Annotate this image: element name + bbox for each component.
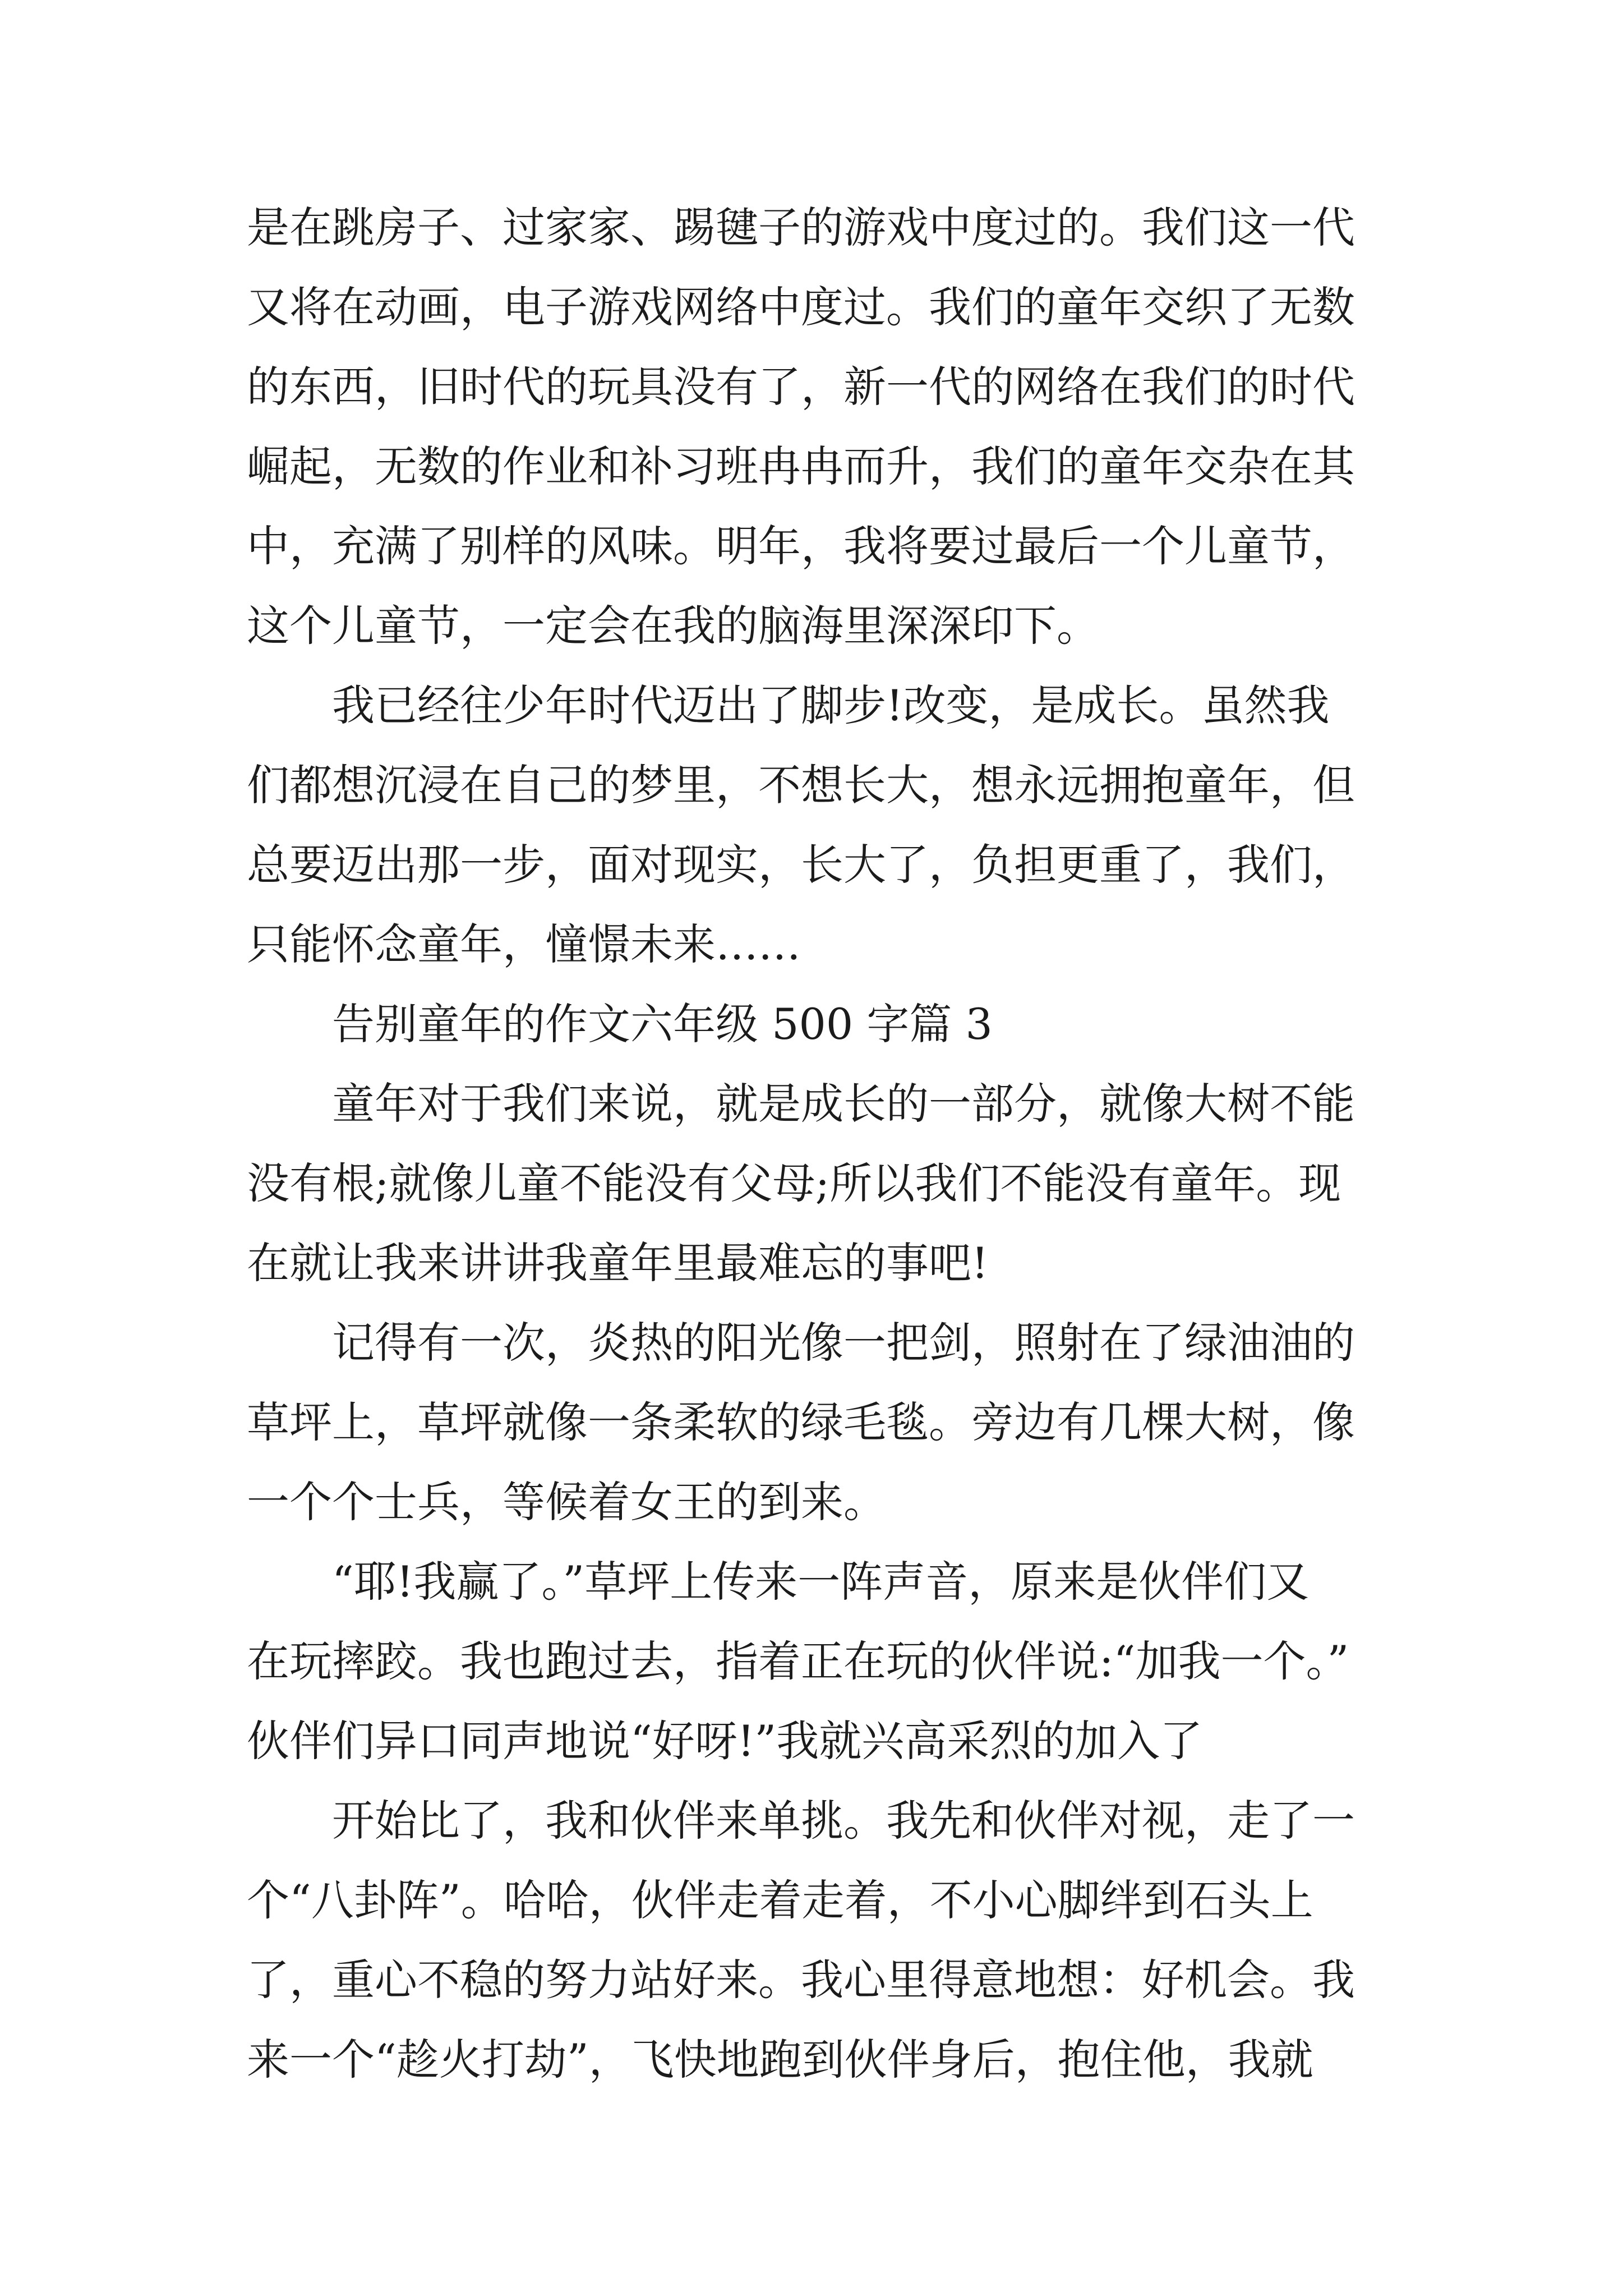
text-line: 们都想沉浸在自己的梦里，不想长大，想永远拥抱童年，但 xyxy=(247,760,1355,810)
text-line: 只能怀念童年，憧憬未来…… xyxy=(247,919,801,969)
text-line: 的东西，旧时代的玩具没有了，新一代的网络在我们的时代 xyxy=(247,362,1355,412)
text-line: 在玩摔跤。我也跑过去，指着正在玩的伙伴说:“加我一个。” xyxy=(247,1636,1349,1686)
text-line: 没有根;就像儿童不能没有父母;所以我们不能没有童年。现 xyxy=(247,1158,1341,1208)
text-line: 这个儿童节，一定会在我的脑海里深深印下。 xyxy=(247,601,1099,651)
text-line: 伙伴们异口同声地说“好呀!”我就兴高采烈的加入了 xyxy=(247,1716,1203,1766)
text-line: “耶!我赢了。”草坪上传来一阵声音，原来是伙伴们又 xyxy=(332,1557,1310,1607)
text-line: 中，充满了别样的风味。明年，我将要过最后一个儿童节， xyxy=(247,521,1355,571)
text-line: 童年对于我们来说，就是成长的一部分，就像大树不能 xyxy=(332,1079,1355,1129)
document-body xyxy=(247,188,1402,2100)
text-line: 告别童年的作文六年级 500 字篇 3 xyxy=(332,999,993,1049)
text-line: 开始比了，我和伙伴来单挑。我先和伙伴对视，走了一 xyxy=(332,1796,1355,1846)
text-line: 个“八卦阵”。哈哈，伙伴走着走着，不小心脚绊到石头上 xyxy=(247,1875,1313,1925)
text-line: 来一个“趁火打劫”，飞快地跑到伙伴身后，抱住他，我就 xyxy=(247,2035,1313,2085)
text-line: 在就让我来讲讲我童年里最难忘的事吧! xyxy=(247,1238,989,1288)
text-line: 我已经往少年时代迈出了脚步!改变，是成长。虽然我 xyxy=(332,680,1330,730)
text-line: 总要迈出那一步，面对现实，长大了，负担更重了，我们， xyxy=(247,840,1355,890)
text-line: 了，重心不稳的努力站好来。我心里得意地想：好机会。我 xyxy=(247,1955,1355,2005)
text-line: 一个个士兵，等候着女王的到来。 xyxy=(247,1477,886,1527)
text-line: 草坪上，草坪就像一条柔软的绿毛毯。旁边有几棵大树，像 xyxy=(247,1397,1355,1447)
text-line: 记得有一次，炎热的阳光像一把剑，照射在了绿油油的 xyxy=(332,1318,1355,1368)
text-line: 是在跳房子、过家家、踢毽子的游戏中度过的。我们这一代 xyxy=(247,203,1355,252)
text-line: 崛起，无数的作业和补习班冉冉而升，我们的童年交杂在其 xyxy=(247,441,1355,491)
text-line: 又将在动画，电子游戏网络中度过。我们的童年交织了无数 xyxy=(247,282,1355,332)
